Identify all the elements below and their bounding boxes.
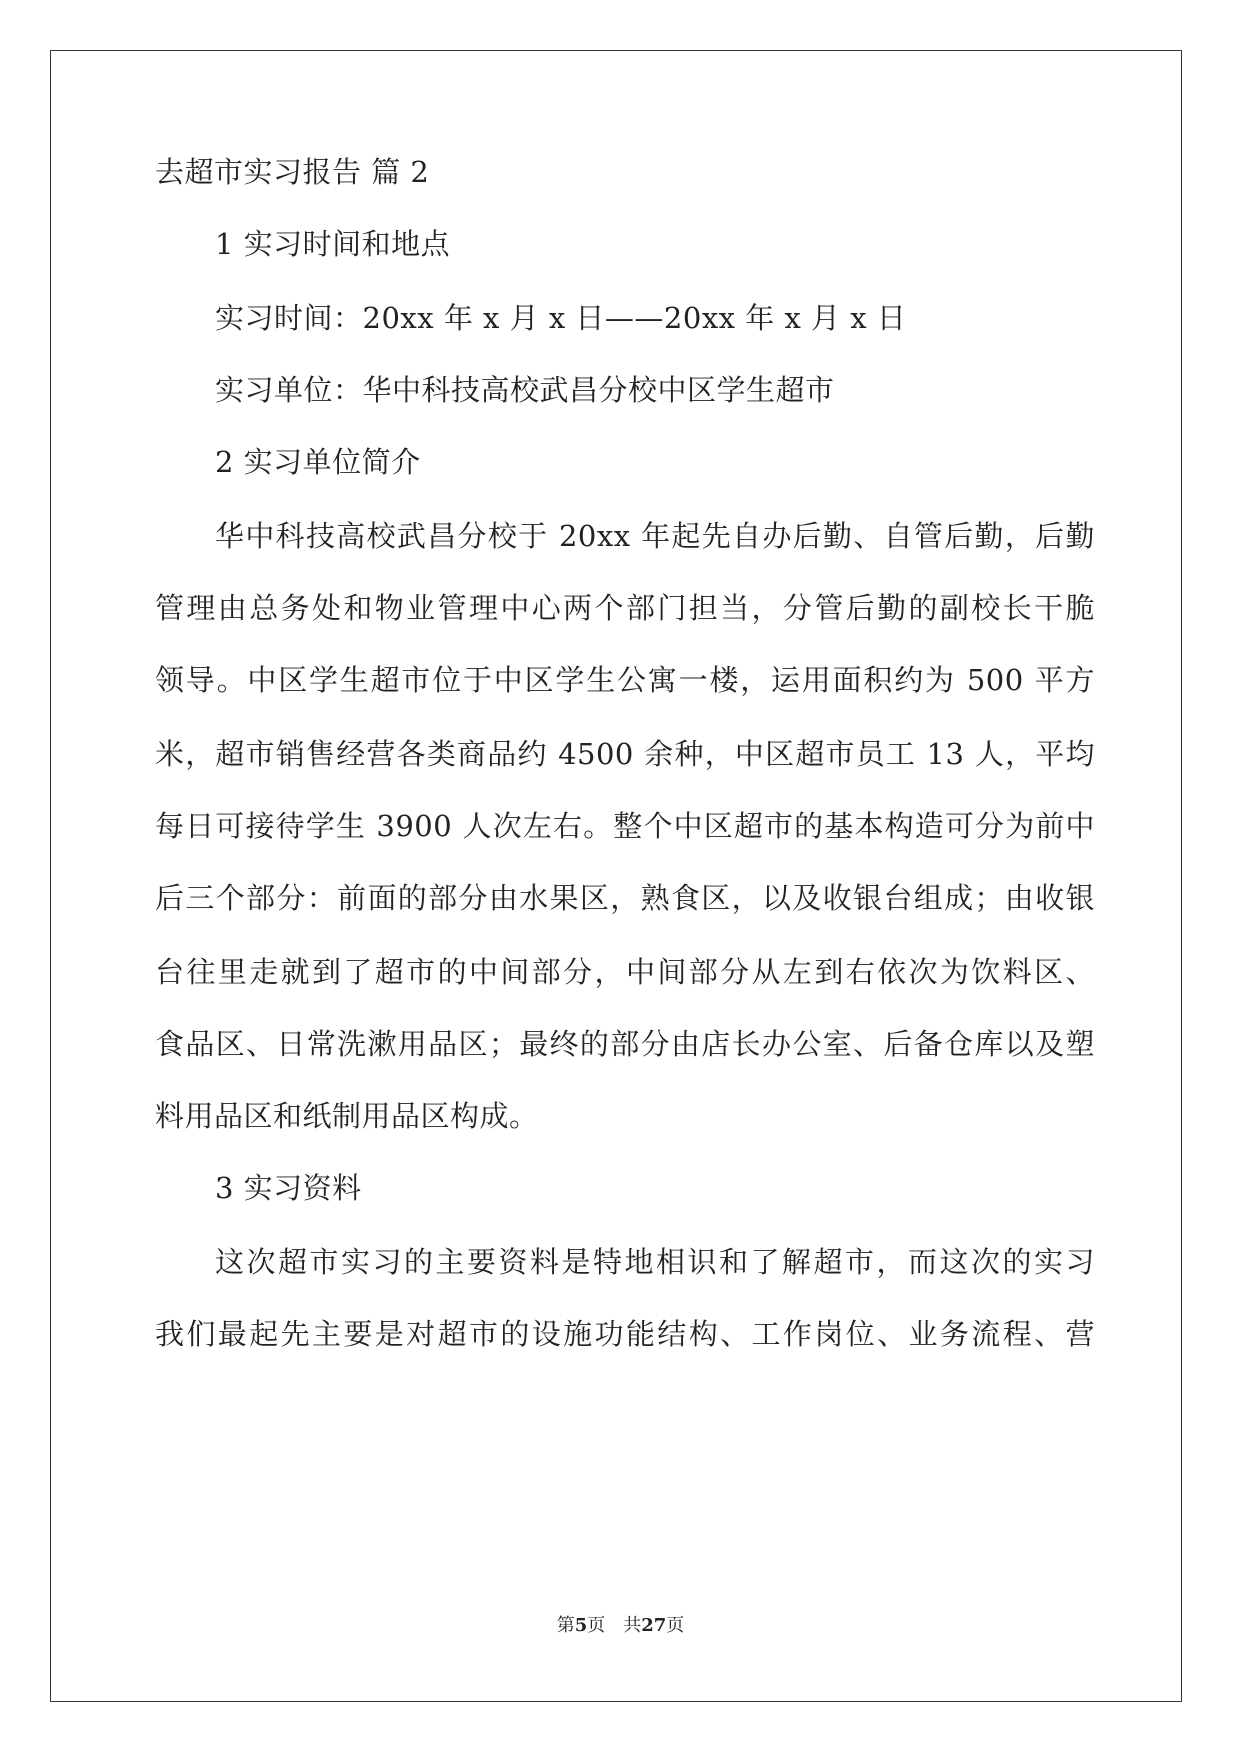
page-footer <box>0 1614 1241 1638</box>
paragraph-line: 后三个部分：前面的部分由水果区，熟食区，以及收银台组成；由收银 <box>155 881 1095 915</box>
paragraph-line: 管理由总务处和物业管理中心两个部门担当，分管后勤的副校长干脆 <box>155 591 1095 625</box>
footer-mid: 页 共 <box>587 1615 642 1636</box>
footer-page-number: 5 <box>574 1615 588 1636</box>
paragraph-line: 料用品区和纸制用品区构成。 <box>155 1099 539 1133</box>
paragraph-line: 食品区、日常洗漱用品区；最终的部分由店长办公室、后备仓库以及塑 <box>155 1027 1095 1061</box>
section-3-heading: 3 实习资料 <box>215 1171 362 1205</box>
paragraph-line: 每日可接待学生 3900 人次左右。整个中区超市的基本构造可分为前中 <box>155 809 1095 843</box>
footer-prefix: 第 <box>556 1615 575 1636</box>
paragraph-line: 台往里走就到了超市的中间部分，中间部分从左到右依次为饮料区、 <box>155 955 1095 989</box>
internship-time-line: 实习时间：20xx 年 x 月 x 日——20xx 年 x 月 x 日 <box>215 301 907 335</box>
paragraph-line: 华中科技高校武昌分校于 20xx 年起先自办后勤、自管后勤，后勤 <box>215 519 1095 553</box>
internship-unit-line: 实习单位：华中科技高校武昌分校中区学生超市 <box>215 373 835 407</box>
paragraph-line: 我们最起先主要是对超市的设施功能结构、工作岗位、业务流程、营 <box>155 1317 1095 1351</box>
paragraph-line: 领导。中区学生超市位于中区学生公寓一楼，运用面积约为 500 平方 <box>155 663 1095 697</box>
paragraph-line: 这次超市实习的主要资料是特地相识和了解超市，而这次的实习 <box>215 1245 1095 1279</box>
footer-total-pages: 27 <box>641 1615 667 1636</box>
section-2-heading: 2 实习单位简介 <box>215 445 421 479</box>
paragraph-line: 米，超市销售经营各类商品约 4500 余种，中区超市员工 13 人，平均 <box>155 737 1095 771</box>
footer-suffix: 页 <box>666 1615 685 1636</box>
document-title: 去超市实习报告 篇 2 <box>155 155 430 189</box>
section-1-heading: 1 实习时间和地点 <box>215 227 451 261</box>
